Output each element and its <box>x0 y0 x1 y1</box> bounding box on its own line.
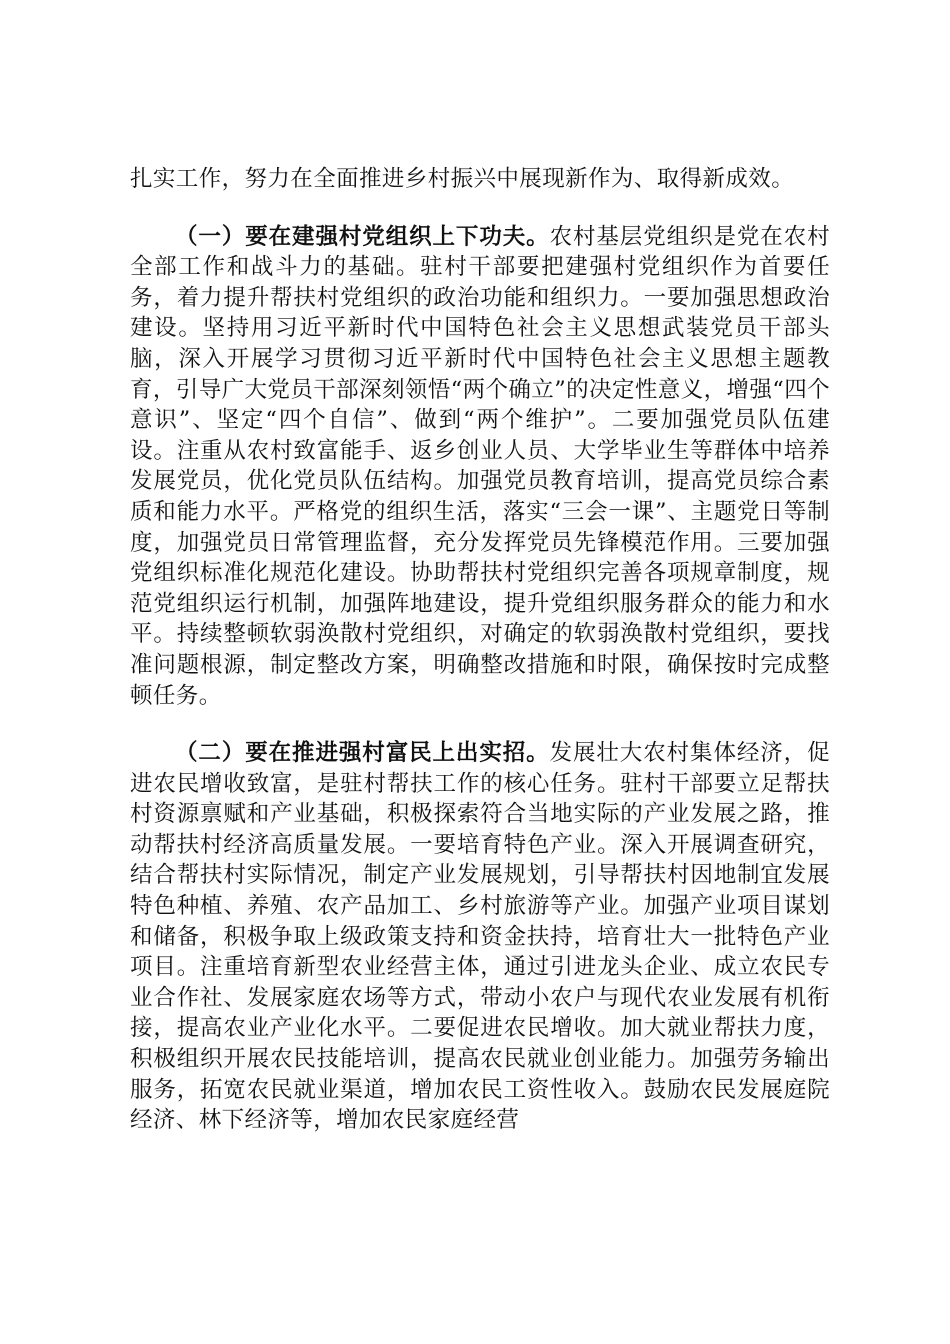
section-1-heading: （一）要在建强村党组织上下功夫。 <box>175 223 550 250</box>
intro-paragraph: 扎实工作，努力在全面推进乡村振兴中展现新作为、取得新成效。 <box>130 166 795 192</box>
section-2-paragraph <box>130 738 830 1136</box>
document-page <box>130 164 830 1136</box>
section-2-body: 发展壮大农村集体经济，促进农民增收致富，是驻村帮扶工作的核心任务。驻村干部要立足帮扶村资源禀赋和产业基础，积极探索符合当地实际的产业发展之路，推动帮扶村经济高质量发展。一要培育特色产业。深入开展调查研究，结合帮扶村实际情况，制定产业发展规划，引导帮扶村因地制宜发展特色种植、养殖、农产品加工、乡村旅游等产业。加强产业项目谋划和储备，积极争取上级政策支持和资金扶持，培育壮大一批特色产业项目。注重培育新型农业经营主体，通过引进龙头企业、成立农民专业合作社、发展家庭农场等方式，带动小农户与现代农业发展有机衔接，提高农业产业化水平。二要促进农民增收。加大就业帮扶力度，积极组织开展农民技能培训，提高农民就业创业能力。加强劳务输出服务，拓宽农民就业渠道，增加农民工资性收入。鼓励农民发展庭院经济、林下经济等，增加农民家庭经营 <box>130 740 830 1134</box>
section-1-paragraph <box>130 222 830 712</box>
section-2-heading: （二）要在推进强村富民上出实招。 <box>175 740 550 767</box>
section-1-body: 农村基层党组织是党在农村全部工作和战斗力的基础。驻村干部要把建强村党组织作为首要任务，着力提升帮扶村党组织的政治功能和组织力。一要加强思想政治建设。坚持用习近平新时代中国特色社会主义思想武装党员干部头脑，深入开展学习贯彻习近平新时代中国特色社会主义思想主题教育，引导广大党员干部深刻领悟“两个确立”的决定性意义，增强“四个意识”、坚定“四个自信”、做到“两个维护”。二要加强党员队伍建设。注重从农村致富能手、返乡创业人员、大学毕业生等群体中培养发展党员，优化党员队伍结构。加强党员教育培训，提高党员综合素质和能力水平。严格党的组织生活，落实“三会一课”、主题党日等制度，加强党员日常管理监督，充分发挥党员先锋模范作用。三要加强党组织标准化规范化建设。协助帮扶村党组织完善各项规章制度，规范党组织运行机制，加强阵地建设，提升党组织服务群众的能力和水平。持续整顿软弱涣散村党组织，对确定的软弱涣散村党组织，要找准问题根源，制定整改方案，明确整改措施和时限，确保按时完成整顿任务。 <box>130 223 830 709</box>
